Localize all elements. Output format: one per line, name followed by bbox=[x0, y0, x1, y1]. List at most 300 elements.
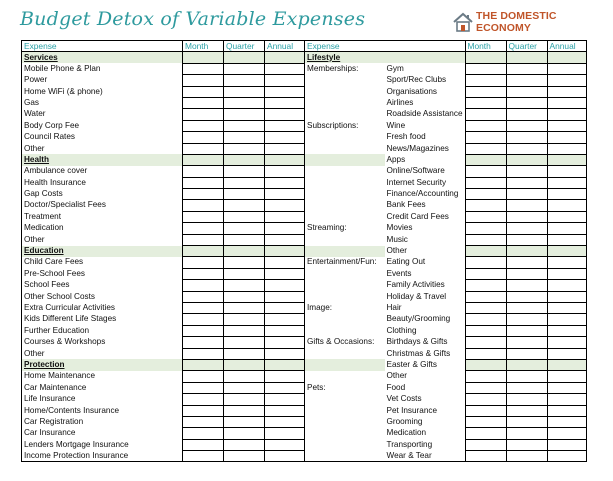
annual-cell[interactable] bbox=[547, 97, 586, 108]
quarter-cell[interactable] bbox=[506, 371, 547, 382]
annual-cell[interactable] bbox=[265, 177, 305, 188]
annual-cell[interactable] bbox=[547, 234, 586, 245]
month-cell[interactable] bbox=[465, 257, 506, 268]
annual-cell[interactable] bbox=[547, 189, 586, 200]
table-row bbox=[22, 382, 587, 393]
quarter-cell[interactable] bbox=[224, 166, 265, 177]
month-cell[interactable] bbox=[465, 234, 506, 245]
expense-label: Car Insurance bbox=[22, 428, 183, 439]
quarter-cell[interactable] bbox=[506, 382, 547, 393]
month-cell[interactable] bbox=[465, 166, 506, 177]
annual-cell[interactable] bbox=[547, 257, 586, 268]
annual-cell[interactable] bbox=[547, 382, 586, 393]
quarter-cell[interactable] bbox=[224, 223, 265, 234]
quarter-cell[interactable] bbox=[224, 63, 265, 74]
quarter-cell[interactable] bbox=[506, 348, 547, 359]
month-cell[interactable] bbox=[465, 109, 506, 120]
expense-label: Other bbox=[386, 246, 407, 256]
annual-cell[interactable] bbox=[547, 223, 586, 234]
quarter-cell[interactable] bbox=[506, 63, 547, 74]
section-label: Lifestyle bbox=[305, 52, 385, 63]
quarter-cell[interactable] bbox=[506, 154, 547, 165]
expense-label: Car Maintenance bbox=[22, 382, 183, 393]
expense-label bbox=[385, 52, 466, 63]
quarter-cell[interactable] bbox=[224, 189, 265, 200]
month-cell[interactable] bbox=[183, 428, 224, 439]
expense-label: Lenders Mortgage Insurance bbox=[22, 439, 183, 450]
expense-label: Home Maintenance bbox=[22, 371, 183, 382]
annual-cell[interactable] bbox=[547, 428, 586, 439]
expense-label: Medication bbox=[386, 428, 427, 438]
table-row bbox=[22, 394, 587, 405]
quarter-cell[interactable] bbox=[224, 416, 265, 427]
month-cell[interactable] bbox=[183, 177, 224, 188]
month-cell[interactable] bbox=[183, 246, 224, 257]
section-label: Services bbox=[22, 52, 183, 63]
month-cell[interactable] bbox=[465, 154, 506, 165]
month-cell[interactable] bbox=[183, 348, 224, 359]
quarter-cell[interactable] bbox=[224, 451, 265, 462]
annual-cell[interactable] bbox=[265, 416, 305, 427]
quarter-cell[interactable] bbox=[224, 337, 265, 348]
annual-cell[interactable] bbox=[265, 234, 305, 245]
expense-label: News/Magazines bbox=[386, 143, 449, 153]
quarter-cell[interactable] bbox=[224, 382, 265, 393]
month-cell[interactable] bbox=[183, 234, 224, 245]
month-cell[interactable] bbox=[183, 211, 224, 222]
quarter-cell[interactable] bbox=[224, 234, 265, 245]
quarter-cell[interactable] bbox=[224, 97, 265, 108]
quarter-header: Quarter bbox=[224, 41, 265, 52]
month-cell[interactable] bbox=[465, 416, 506, 427]
annual-cell[interactable] bbox=[265, 143, 305, 154]
month-cell[interactable] bbox=[183, 109, 224, 120]
group-label bbox=[305, 132, 385, 143]
month-cell[interactable] bbox=[183, 63, 224, 74]
month-cell[interactable] bbox=[183, 143, 224, 154]
annual-cell[interactable] bbox=[265, 120, 305, 131]
expense-label: Other bbox=[386, 371, 407, 381]
month-cell[interactable] bbox=[183, 268, 224, 279]
expense-label: Movies bbox=[386, 223, 413, 233]
table-row bbox=[22, 291, 587, 302]
table-row bbox=[22, 63, 587, 74]
brand-logo bbox=[452, 10, 613, 34]
quarter-cell[interactable] bbox=[224, 291, 265, 302]
table-row bbox=[22, 451, 587, 462]
quarter-cell[interactable] bbox=[506, 97, 547, 108]
quarter-cell[interactable] bbox=[506, 109, 547, 120]
month-cell[interactable] bbox=[465, 200, 506, 211]
quarter-cell[interactable] bbox=[224, 75, 265, 86]
annual-cell[interactable] bbox=[547, 303, 586, 314]
quarter-cell[interactable] bbox=[506, 394, 547, 405]
table-row bbox=[22, 75, 587, 86]
expense-label: Internet Security bbox=[386, 177, 447, 187]
expense-label: Beauty/Grooming bbox=[386, 314, 451, 324]
table-row bbox=[22, 314, 587, 325]
annual-cell[interactable] bbox=[265, 337, 305, 348]
month-cell[interactable] bbox=[465, 291, 506, 302]
quarter-cell[interactable] bbox=[506, 200, 547, 211]
annual-cell[interactable] bbox=[265, 359, 305, 370]
expense-label: Home/Contents Insurance bbox=[22, 405, 183, 416]
quarter-cell[interactable] bbox=[224, 314, 265, 325]
quarter-cell[interactable] bbox=[224, 52, 265, 63]
annual-cell[interactable] bbox=[265, 200, 305, 211]
expense-label: Events bbox=[386, 268, 412, 278]
group-label bbox=[305, 154, 385, 165]
quarter-cell[interactable] bbox=[224, 405, 265, 416]
month-cell[interactable] bbox=[183, 75, 224, 86]
annual-cell[interactable] bbox=[547, 280, 586, 291]
quarter-cell[interactable] bbox=[506, 143, 547, 154]
quarter-cell[interactable] bbox=[506, 75, 547, 86]
quarter-cell[interactable] bbox=[506, 177, 547, 188]
month-cell[interactable] bbox=[183, 52, 224, 63]
quarter-cell[interactable] bbox=[506, 166, 547, 177]
table-row bbox=[22, 337, 587, 348]
annual-cell[interactable] bbox=[547, 268, 586, 279]
month-cell[interactable] bbox=[465, 246, 506, 257]
month-cell[interactable] bbox=[183, 154, 224, 165]
quarter-cell[interactable] bbox=[506, 246, 547, 257]
month-cell[interactable] bbox=[183, 451, 224, 462]
quarter-cell[interactable] bbox=[224, 211, 265, 222]
section-label: Protection bbox=[22, 359, 183, 370]
expense-label: School Fees bbox=[22, 280, 183, 291]
quarter-cell[interactable] bbox=[506, 132, 547, 143]
month-cell[interactable] bbox=[465, 189, 506, 200]
annual-cell[interactable] bbox=[265, 132, 305, 143]
annual-cell[interactable] bbox=[265, 405, 305, 416]
month-cell[interactable] bbox=[465, 280, 506, 291]
group-label bbox=[305, 314, 385, 325]
quarter-cell[interactable] bbox=[506, 337, 547, 348]
month-cell[interactable] bbox=[183, 257, 224, 268]
quarter-cell[interactable] bbox=[224, 359, 265, 370]
quarter-cell[interactable] bbox=[506, 234, 547, 245]
annual-cell[interactable] bbox=[547, 200, 586, 211]
month-cell[interactable] bbox=[465, 143, 506, 154]
group-label bbox=[305, 416, 385, 427]
annual-cell[interactable] bbox=[265, 439, 305, 450]
table-row bbox=[22, 428, 587, 439]
annual-cell[interactable] bbox=[547, 314, 586, 325]
annual-cell[interactable] bbox=[265, 109, 305, 120]
quarter-cell[interactable] bbox=[506, 120, 547, 131]
annual-cell[interactable] bbox=[265, 211, 305, 222]
annual-cell[interactable] bbox=[265, 451, 305, 462]
quarter-header-right: Quarter bbox=[506, 41, 547, 52]
expense-label: Child Care Fees bbox=[22, 257, 183, 268]
quarter-cell[interactable] bbox=[224, 394, 265, 405]
annual-cell[interactable] bbox=[547, 325, 586, 336]
quarter-cell[interactable] bbox=[506, 325, 547, 336]
annual-cell[interactable] bbox=[265, 246, 305, 257]
expense-label: Online/Software bbox=[386, 166, 445, 176]
month-cell[interactable] bbox=[465, 268, 506, 279]
month-cell[interactable] bbox=[465, 120, 506, 131]
expense-label: Other bbox=[22, 143, 183, 154]
month-cell[interactable] bbox=[183, 416, 224, 427]
annual-cell[interactable] bbox=[265, 223, 305, 234]
expense-label: Sport/Rec Clubs bbox=[386, 75, 447, 85]
month-header-right: Month bbox=[465, 41, 506, 52]
quarter-cell[interactable] bbox=[506, 86, 547, 97]
month-cell[interactable] bbox=[183, 337, 224, 348]
expense-label: Finance/Accounting bbox=[386, 189, 459, 199]
month-cell[interactable] bbox=[465, 405, 506, 416]
month-cell[interactable] bbox=[465, 451, 506, 462]
annual-cell[interactable] bbox=[547, 120, 586, 131]
group-label bbox=[305, 143, 385, 154]
month-cell[interactable] bbox=[465, 314, 506, 325]
annual-cell[interactable] bbox=[265, 291, 305, 302]
month-cell[interactable] bbox=[465, 63, 506, 74]
expense-label: Pet Insurance bbox=[386, 405, 438, 415]
quarter-cell[interactable] bbox=[224, 109, 265, 120]
annual-cell[interactable] bbox=[547, 246, 586, 257]
annual-cell[interactable] bbox=[265, 97, 305, 108]
expense-label: Apps bbox=[386, 154, 406, 164]
quarter-cell[interactable] bbox=[224, 280, 265, 291]
expense-label: Holiday & Travel bbox=[386, 291, 447, 301]
expense-label: Clothing bbox=[386, 325, 417, 335]
table-row bbox=[22, 268, 587, 279]
quarter-cell[interactable] bbox=[224, 371, 265, 382]
annual-cell[interactable] bbox=[547, 337, 586, 348]
month-cell[interactable] bbox=[183, 97, 224, 108]
quarter-cell[interactable] bbox=[224, 143, 265, 154]
month-cell[interactable] bbox=[465, 439, 506, 450]
month-cell[interactable] bbox=[465, 86, 506, 97]
quarter-cell[interactable] bbox=[506, 257, 547, 268]
section-row bbox=[22, 359, 587, 370]
month-cell[interactable] bbox=[183, 394, 224, 405]
month-cell[interactable] bbox=[465, 382, 506, 393]
quarter-cell[interactable] bbox=[224, 177, 265, 188]
month-cell[interactable] bbox=[465, 132, 506, 143]
section-row bbox=[22, 246, 587, 257]
annual-cell[interactable] bbox=[265, 268, 305, 279]
group-label bbox=[305, 246, 385, 257]
expense-label: Medication bbox=[22, 223, 183, 234]
annual-cell[interactable] bbox=[265, 166, 305, 177]
quarter-cell[interactable] bbox=[506, 416, 547, 427]
month-cell[interactable] bbox=[183, 86, 224, 97]
month-cell[interactable] bbox=[465, 337, 506, 348]
quarter-cell[interactable] bbox=[224, 154, 265, 165]
quarter-cell[interactable] bbox=[224, 132, 265, 143]
quarter-cell[interactable] bbox=[224, 200, 265, 211]
annual-cell[interactable] bbox=[547, 291, 586, 302]
month-cell[interactable] bbox=[183, 382, 224, 393]
group-label bbox=[305, 109, 385, 120]
expense-label: Easter & Gifts bbox=[386, 359, 438, 369]
month-cell[interactable] bbox=[465, 223, 506, 234]
expense-label: Health Insurance bbox=[22, 177, 183, 188]
annual-cell[interactable] bbox=[265, 325, 305, 336]
header-row bbox=[22, 41, 587, 52]
expense-label: Gym bbox=[386, 63, 404, 73]
month-cell[interactable] bbox=[465, 97, 506, 108]
table-row bbox=[22, 234, 587, 245]
table-row bbox=[22, 223, 587, 234]
expense-label: Ambulance cover bbox=[22, 166, 183, 177]
month-cell[interactable] bbox=[183, 325, 224, 336]
quarter-cell[interactable] bbox=[506, 268, 547, 279]
quarter-cell[interactable] bbox=[224, 246, 265, 257]
quarter-cell[interactable] bbox=[506, 211, 547, 222]
expense-label: Wear & Tear bbox=[385, 451, 466, 462]
quarter-cell[interactable] bbox=[506, 52, 547, 63]
annual-cell[interactable] bbox=[547, 166, 586, 177]
section-label: Health bbox=[22, 154, 183, 165]
annual-cell[interactable] bbox=[265, 394, 305, 405]
annual-cell[interactable] bbox=[547, 75, 586, 86]
month-cell[interactable] bbox=[183, 120, 224, 131]
month-cell[interactable] bbox=[183, 314, 224, 325]
quarter-cell[interactable] bbox=[506, 439, 547, 450]
annual-cell[interactable] bbox=[265, 257, 305, 268]
annual-cell[interactable] bbox=[265, 52, 305, 63]
month-cell[interactable] bbox=[465, 177, 506, 188]
month-cell[interactable] bbox=[465, 359, 506, 370]
annual-cell[interactable] bbox=[547, 348, 586, 359]
quarter-cell[interactable] bbox=[224, 257, 265, 268]
month-cell[interactable] bbox=[465, 75, 506, 86]
month-cell[interactable] bbox=[465, 428, 506, 439]
quarter-cell[interactable] bbox=[506, 280, 547, 291]
month-cell[interactable] bbox=[183, 189, 224, 200]
group-label bbox=[305, 359, 385, 370]
expense-label: Eating Out bbox=[386, 257, 426, 267]
annual-cell[interactable] bbox=[547, 394, 586, 405]
month-cell[interactable] bbox=[183, 303, 224, 314]
quarter-cell[interactable] bbox=[224, 428, 265, 439]
annual-cell[interactable] bbox=[265, 348, 305, 359]
month-cell[interactable] bbox=[183, 291, 224, 302]
house-icon bbox=[452, 12, 474, 32]
quarter-cell[interactable] bbox=[224, 86, 265, 97]
annual-cell[interactable] bbox=[547, 211, 586, 222]
expense-label: Other bbox=[22, 234, 183, 245]
month-cell[interactable] bbox=[183, 200, 224, 211]
quarter-cell[interactable] bbox=[506, 451, 547, 462]
annual-cell[interactable] bbox=[547, 143, 586, 154]
quarter-cell[interactable] bbox=[224, 303, 265, 314]
quarter-cell[interactable] bbox=[224, 439, 265, 450]
expense-label: Water bbox=[22, 109, 183, 120]
group-label bbox=[305, 200, 385, 211]
expense-header-right: Expense bbox=[305, 41, 466, 52]
annual-cell[interactable] bbox=[547, 86, 586, 97]
quarter-cell[interactable] bbox=[506, 428, 547, 439]
expense-label: Car Registration bbox=[22, 416, 183, 427]
expense-label: Further Education bbox=[22, 325, 183, 336]
annual-cell[interactable] bbox=[265, 75, 305, 86]
annual-cell[interactable] bbox=[547, 439, 586, 450]
month-cell[interactable] bbox=[465, 52, 506, 63]
quarter-cell[interactable] bbox=[224, 325, 265, 336]
table-row bbox=[22, 189, 587, 200]
annual-cell[interactable] bbox=[547, 63, 586, 74]
annual-cell[interactable] bbox=[265, 154, 305, 165]
table-row bbox=[22, 325, 587, 336]
month-cell[interactable] bbox=[183, 359, 224, 370]
expense-label: Income Protection Insurance bbox=[22, 451, 183, 462]
table-row bbox=[22, 257, 587, 268]
annual-cell[interactable] bbox=[547, 405, 586, 416]
quarter-cell[interactable] bbox=[506, 405, 547, 416]
annual-cell[interactable] bbox=[265, 371, 305, 382]
annual-cell[interactable] bbox=[265, 382, 305, 393]
group-label bbox=[305, 189, 385, 200]
quarter-cell[interactable] bbox=[506, 303, 547, 314]
month-cell[interactable] bbox=[465, 325, 506, 336]
quarter-cell[interactable] bbox=[506, 223, 547, 234]
annual-cell[interactable] bbox=[547, 177, 586, 188]
month-cell[interactable] bbox=[183, 132, 224, 143]
annual-cell[interactable] bbox=[547, 359, 586, 370]
quarter-cell[interactable] bbox=[506, 189, 547, 200]
group-label bbox=[305, 348, 385, 359]
expense-label: Council Rates bbox=[22, 132, 183, 143]
group-label bbox=[305, 428, 385, 439]
annual-cell[interactable] bbox=[547, 132, 586, 143]
expense-label: Life Insurance bbox=[22, 394, 183, 405]
expense-label: Credit Card Fees bbox=[386, 211, 449, 221]
annual-cell[interactable] bbox=[547, 109, 586, 120]
annual-cell[interactable] bbox=[547, 52, 586, 63]
month-cell[interactable] bbox=[183, 371, 224, 382]
expense-label: Hair bbox=[386, 302, 402, 312]
month-cell[interactable] bbox=[183, 223, 224, 234]
quarter-cell[interactable] bbox=[224, 268, 265, 279]
annual-cell[interactable] bbox=[265, 63, 305, 74]
annual-cell[interactable] bbox=[265, 189, 305, 200]
group-label bbox=[305, 234, 385, 245]
quarter-cell[interactable] bbox=[506, 314, 547, 325]
annual-cell[interactable] bbox=[265, 280, 305, 291]
annual-cell[interactable] bbox=[547, 451, 586, 462]
annual-cell[interactable] bbox=[265, 314, 305, 325]
annual-cell[interactable] bbox=[547, 416, 586, 427]
month-cell[interactable] bbox=[183, 166, 224, 177]
month-cell[interactable] bbox=[465, 303, 506, 314]
annual-cell[interactable] bbox=[265, 86, 305, 97]
annual-cell[interactable] bbox=[265, 428, 305, 439]
annual-cell[interactable] bbox=[547, 154, 586, 165]
month-cell[interactable] bbox=[183, 280, 224, 291]
quarter-cell[interactable] bbox=[224, 120, 265, 131]
annual-cell[interactable] bbox=[547, 371, 586, 382]
quarter-cell[interactable] bbox=[224, 348, 265, 359]
expense-header: Expense bbox=[22, 41, 183, 52]
month-cell[interactable] bbox=[183, 439, 224, 450]
quarter-cell[interactable] bbox=[506, 291, 547, 302]
annual-header: Annual bbox=[265, 41, 305, 52]
month-cell[interactable] bbox=[465, 371, 506, 382]
month-cell[interactable] bbox=[465, 348, 506, 359]
annual-cell[interactable] bbox=[265, 303, 305, 314]
month-cell[interactable] bbox=[183, 405, 224, 416]
group-label: Pets: bbox=[305, 382, 385, 393]
quarter-cell[interactable] bbox=[506, 359, 547, 370]
month-cell[interactable] bbox=[465, 394, 506, 405]
month-cell[interactable] bbox=[465, 211, 506, 222]
